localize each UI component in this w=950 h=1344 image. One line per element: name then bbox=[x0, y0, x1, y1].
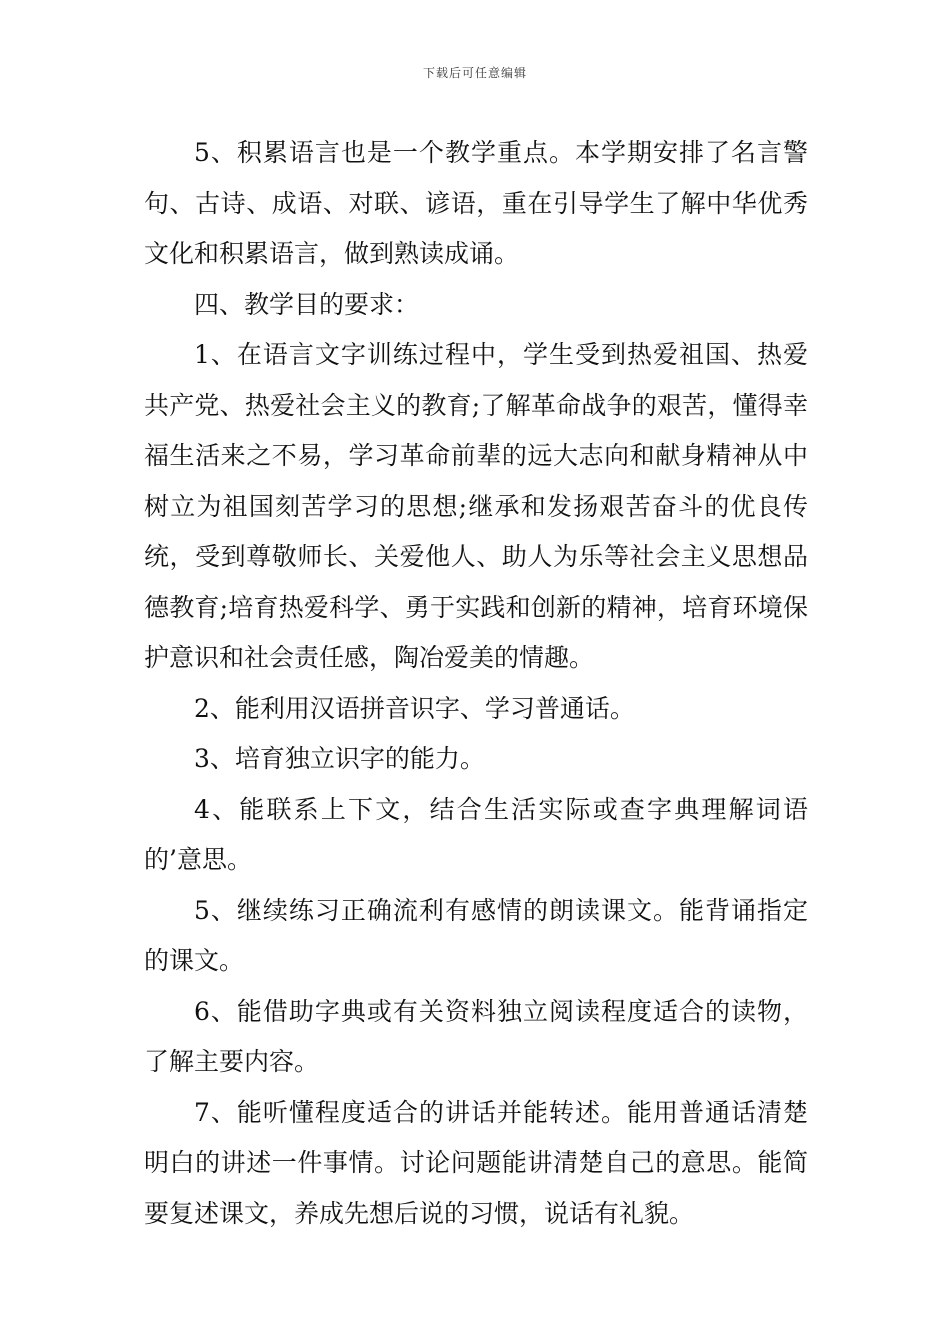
section-heading-teaching-goals: 四、教学目的要求： bbox=[194, 289, 420, 319]
paragraph-goal-7: 7、能听懂程度适合的讲话并能转述。能用普通话清楚明白的讲述一件事情。讨论问题能讲清楚自己的意思。能简要复述课文，养成先想后说的习惯，说话有礼貌。 bbox=[144, 1097, 808, 1228]
paragraph-goal-6: 6、能借助字典或有关资料独立阅读程度适合的读物，了解主要内容。 bbox=[144, 996, 808, 1076]
paragraph-accumulate-language: 5、积累语言也是一个教学重点。本学期安排了名言警句、古诗、成语、对联、谚语，重在引导学生了解中华优秀文化和积累语言，做到熟读成诵。 bbox=[144, 138, 808, 268]
header-note: 下载后可任意编辑 bbox=[422, 66, 527, 80]
document-body bbox=[144, 128, 808, 1239]
paragraph-goal-3: 3、培育独立识字的能力。 bbox=[194, 744, 485, 773]
paragraph-goal-4: 4、能联系上下文，结合生活实际或查字典理解词语的’意思。 bbox=[144, 794, 808, 874]
paragraph-goal-5: 5、继续练习正确流利有感情的朗读课文。能背诵指定的课文。 bbox=[144, 895, 808, 975]
paragraph-goal-1: 1、在语言文字训练过程中，学生受到热爱祖国、热爱共产党、热爱社会主义的教育;了解革命战争的艰苦，懂得幸福生活来之不易，学习革命前辈的远大志向和献身精神从中树立为祖国刻苦学习的思想;继承和发扬艰苦奋斗的优良传统，受到尊敬师长、关爱他人、助人为乐等社会主义思想品德教育;培育热爱科学、勇于实践和创新的精神，培育环境保护意识和社会责任感，陶冶爱美的情趣。 bbox=[144, 340, 808, 672]
paragraph-goal-2: 2、能利用汉语拼音识字、学习普通话。 bbox=[194, 693, 635, 723]
